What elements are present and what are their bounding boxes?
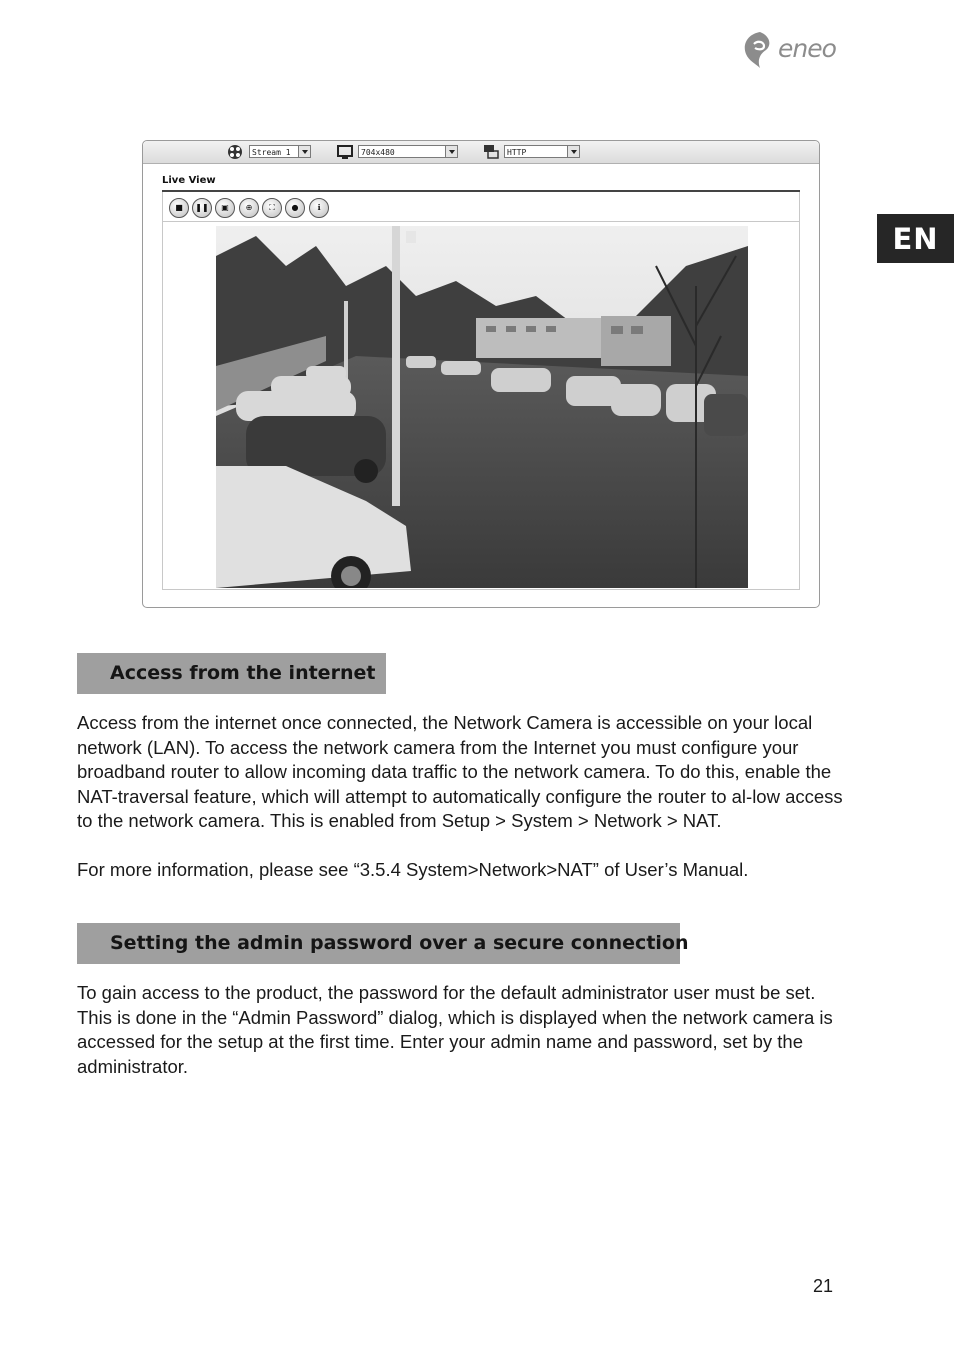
paragraph-admin-password: To gain access to the product, the password for the default administrator user must be set. This is done in the “Admin Password” dialog, which is displayed when the network camera is accessed for the setup at the first time. Enter your admin name and password, set by the administrator. (77, 982, 833, 1077)
snapshot-icon[interactable]: ▣ (215, 198, 235, 218)
fullscreen-icon[interactable]: ⛶ (262, 198, 282, 218)
chevron-down-icon (298, 146, 310, 157)
chevron-down-icon (567, 146, 579, 157)
pause-icon[interactable]: ❚❚ (192, 198, 212, 218)
section-heading-internet-access: Access from the internet (77, 653, 386, 694)
language-tab: EN (877, 214, 954, 263)
stream-icon (227, 144, 243, 160)
info-icon[interactable]: ℹ (309, 198, 329, 218)
parking-lot-image (216, 226, 748, 588)
logo-wordmark: eneo (778, 34, 836, 63)
stream-select-value: Stream 1 (252, 148, 291, 157)
paragraph-more-info: For more information, please see “3.5.4 System>Network>NAT” of User’s Manual. (77, 859, 749, 880)
paragraph-internet-access: Access from the internet once connected, the Network Camera is accessible on your local network (LAN). To access the network camera from the Internet you must configure your broadband router to allow incoming data traffic to the network camera. To do this, enable the NAT-traversal feature, which will attempt to automatically configure the router to al-low access to the network camera. This is enabled from Setup > System > Network > NAT. (77, 712, 843, 831)
divider (163, 221, 799, 222)
live-view-title: Live View (162, 175, 216, 186)
live-view-panel (162, 192, 800, 590)
brand-logo (740, 30, 850, 72)
monitor-icon (337, 144, 353, 160)
stream-select[interactable] (249, 145, 311, 158)
camera-toolbar (143, 141, 819, 164)
protocol-select[interactable] (504, 145, 580, 158)
page-number: 21 (813, 1276, 834, 1296)
record-icon[interactable]: ● (285, 198, 305, 218)
stop-icon[interactable]: ■ (169, 198, 189, 218)
live-video-frame (216, 226, 748, 588)
eneo-logo-icon (740, 30, 776, 72)
resolution-select[interactable] (358, 145, 458, 158)
protocol-select-value: HTTP (507, 148, 527, 157)
digital-zoom-icon[interactable]: ⊕ (239, 198, 259, 218)
network-protocol-icon (483, 144, 499, 160)
resolution-select-value: 704x480 (361, 148, 395, 157)
section-heading-admin-password: Setting the admin password over a secure connection (77, 923, 680, 964)
camera-web-ui-screenshot (142, 140, 820, 608)
chevron-down-icon (445, 146, 457, 157)
